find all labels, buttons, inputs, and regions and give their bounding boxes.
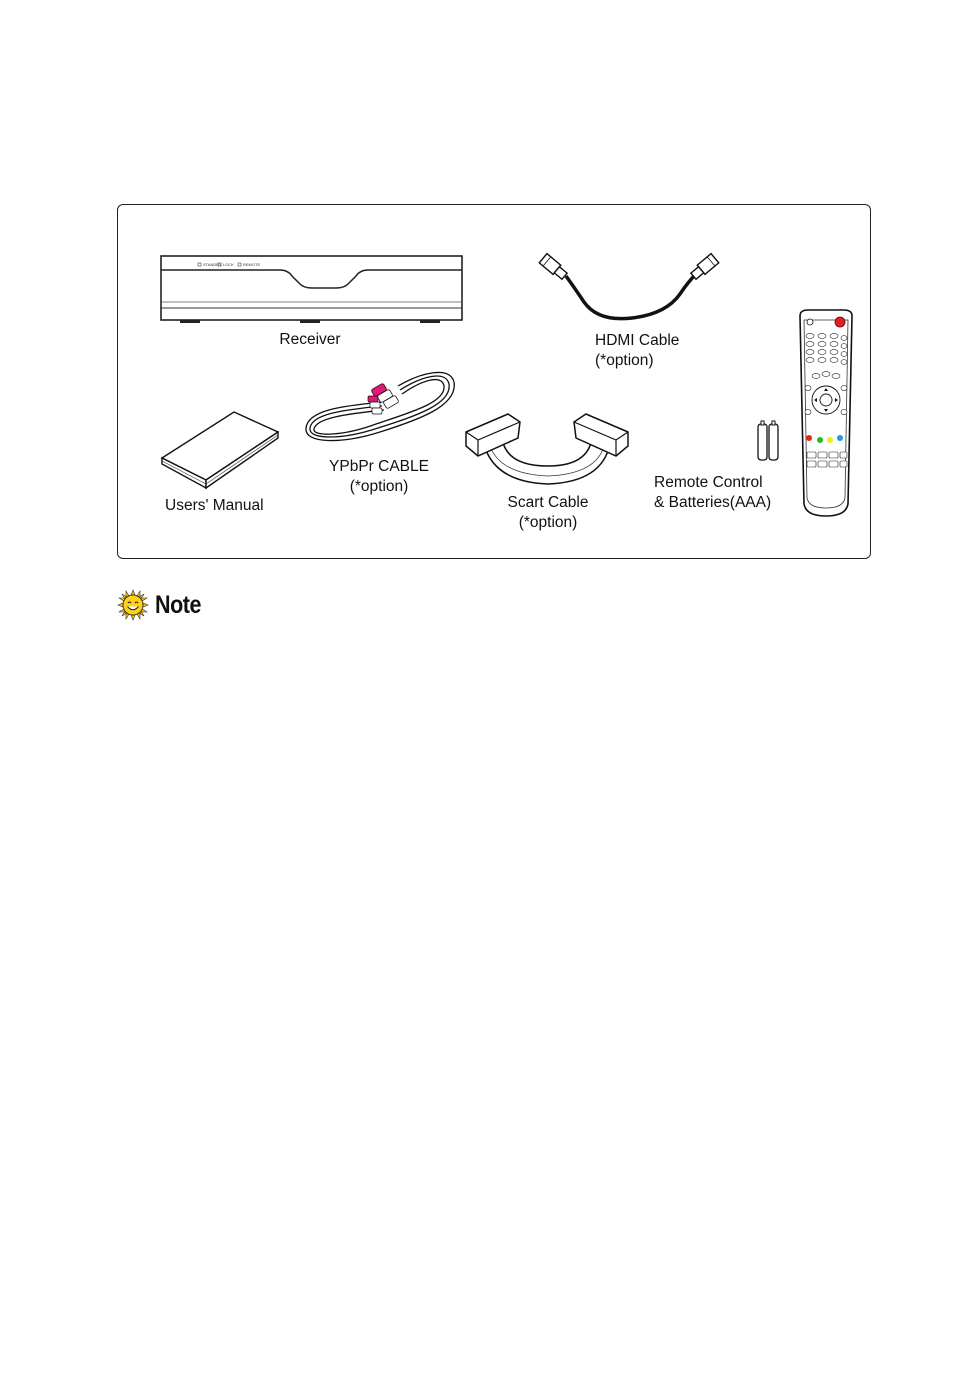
receiver-label: Receiver	[279, 331, 341, 348]
ypbpr-label: YPbPr CABLE (*option)	[329, 458, 429, 495]
users-manual-illustration	[160, 408, 282, 494]
remote-label: Remote Control & Batteries(AAA)	[654, 474, 772, 511]
ypbpr-cable-illustration	[302, 362, 462, 450]
receiver-illustration	[160, 254, 464, 324]
hdmi-cable-illustration	[536, 250, 726, 326]
receiver-panel-standby: STANDBY	[203, 262, 222, 267]
remote-control-illustration	[796, 308, 856, 520]
batteries-illustration	[757, 420, 781, 462]
scart-label: Scart Cable (*option)	[507, 494, 589, 531]
smiley-sun-icon	[117, 589, 149, 621]
scart-cable-illustration	[464, 404, 630, 488]
hdmi-label: HDMI Cable (*option)	[595, 332, 680, 369]
note-title: Note	[155, 590, 202, 619]
receiver-panel-remote: REMOTE	[243, 262, 261, 267]
manual-label: Users' Manual	[165, 497, 264, 514]
receiver-panel-lock: LOCK	[223, 262, 234, 267]
note-heading	[117, 588, 209, 622]
